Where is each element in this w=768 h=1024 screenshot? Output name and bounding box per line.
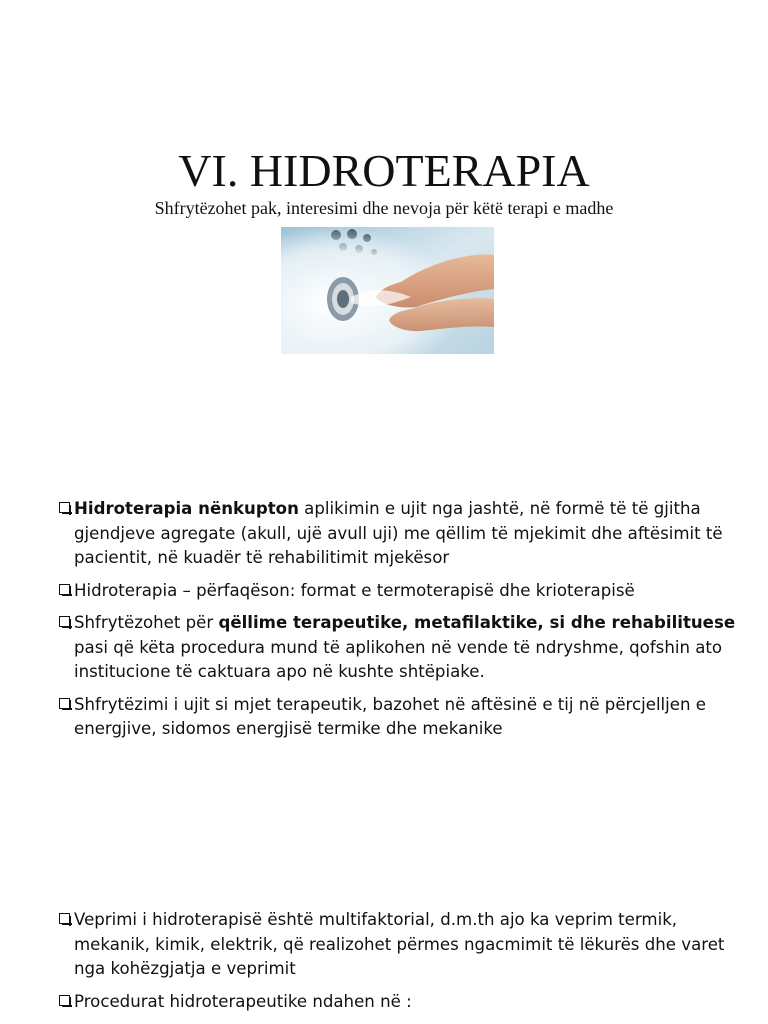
bullet-text: pasi që këta procedura mund të aplikohen në vende të ndryshme, qofshin ato institucione të caktuara apo në kushte shtëpiake. (74, 637, 723, 681)
checkbox-bullet-icon (59, 616, 70, 627)
bullet-text: Shfrytëzimi i ujit si mjet terapeutik, bazohet në aftësinë e tij në përcjelljen e energjive, sidomos energjisë termike dhe mekanike (74, 694, 706, 738)
checkbox-bullet-icon (59, 913, 70, 924)
bullet-bold-text: qëllime terapeutike, metafilaktike, si dhe rehabilituese (218, 613, 736, 632)
checkbox-bullet-icon (59, 584, 70, 595)
checkbox-bullet-icon (59, 698, 70, 709)
bullet-item (58, 497, 738, 571)
checkbox-bullet-icon (59, 995, 70, 1006)
bullet-item (58, 579, 738, 604)
bullet-list-secondary (58, 908, 738, 1022)
bullet-bold-text: Hidroterapia nënkupton (74, 499, 299, 518)
bullet-item (58, 693, 738, 742)
slide-subtitle: Shfrytëzohet pak, interesimi dhe nevoja për këtë terapi e madhe (154, 198, 614, 218)
bullet-text-pre: Shfrytëzohet për (74, 613, 219, 632)
bullet-item (58, 908, 738, 982)
bullet-item (58, 990, 738, 1015)
checkbox-bullet-icon (59, 502, 70, 513)
bullet-text: aplikimin e ujit nga jashtë, në formë të të gjitha gjendjeve agregate (akull, ujë avull uji) me qëllim të mjekimit dhe aftësimit të pacientit, në kuadër të rehabilitimit mjekësor (74, 499, 723, 567)
hydrotherapy-photo (281, 227, 494, 354)
bullet-item (58, 611, 738, 685)
bullet-text: Hidroterapia – përfaqëson: format e termoterapisë dhe krioterapisë (74, 580, 635, 600)
bullet-text: Procedurat hidroterapeutike ndahen në : (74, 991, 412, 1011)
bullet-text: Veprimi i hidroterapisë është multifaktorial, d.m.th ajo ka veprim termik, mekanik, kimik, elektrik, që realizohet përmes ngacmimit të lëkurës dhe varet nga kohëzgjatja e veprimit (74, 910, 725, 978)
slide-title: VI. HIDROTERAPIA (178, 145, 590, 196)
bullet-list-main (58, 497, 738, 750)
